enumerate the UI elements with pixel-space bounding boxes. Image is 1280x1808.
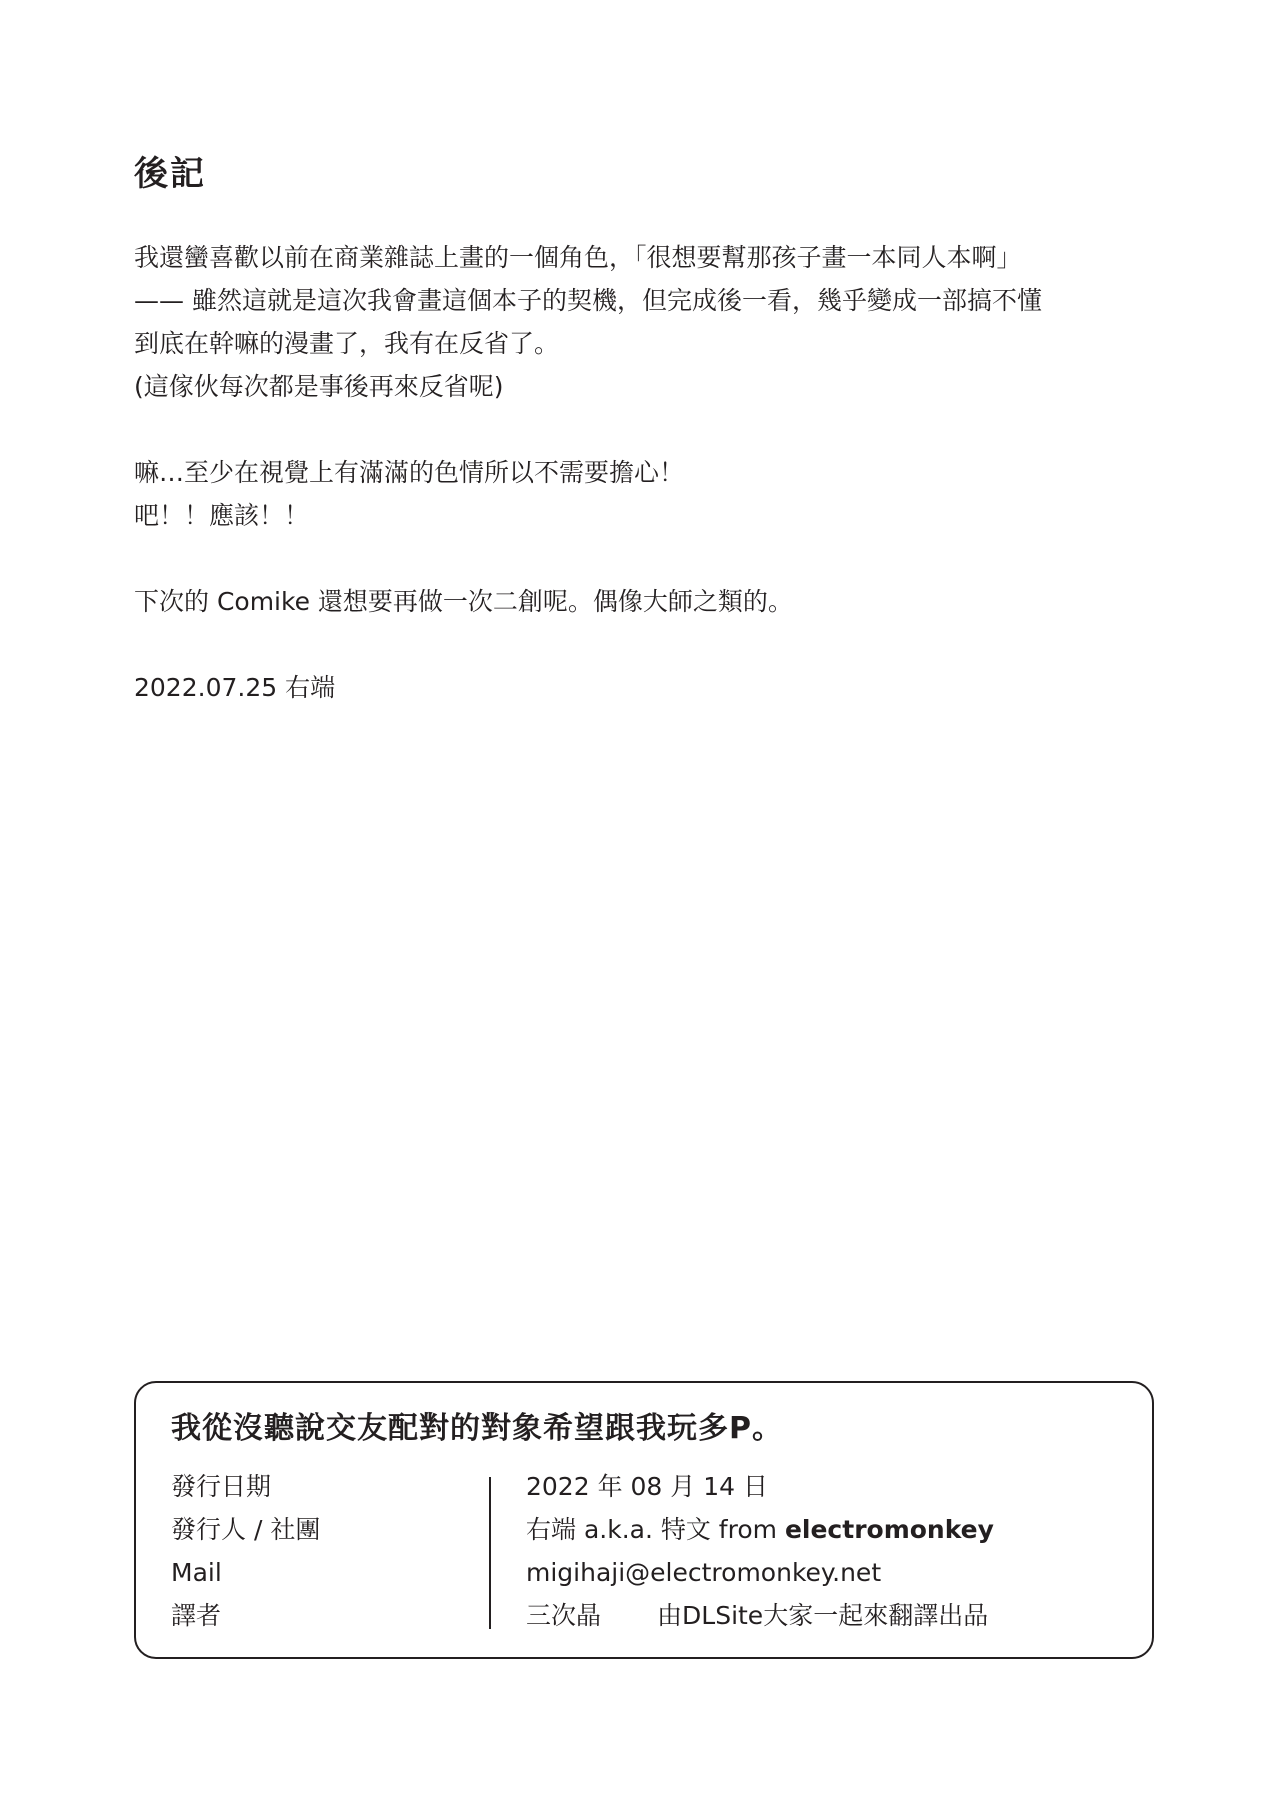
text-line: 下次的 Comike 還想要再做一次二創呢。偶像大師之類的。 (134, 587, 793, 616)
mail-value: migihaji@electromonkey.net (526, 1558, 882, 1587)
paragraph-gap (134, 537, 1134, 580)
paragraph-gap (134, 408, 1134, 451)
afterword-section (134, 152, 1134, 709)
publish-date-value: 2022 年 08 月 14 日 (526, 1472, 768, 1501)
translator-label: 譯者 (171, 1601, 222, 1630)
text-line: (這傢伙每次都是事後再來反省呢) (134, 372, 504, 401)
mail-label: Mail (171, 1558, 222, 1587)
text-line: 我還蠻喜歡以前在商業雜誌上畫的一個角色，「很想要幫那孩子畫一本同人本啊」 (134, 243, 1022, 272)
text-line: 吧！！應該！！ (134, 501, 310, 530)
publisher-label: 發行人 / 社團 (171, 1515, 321, 1544)
book-title: 我從沒聽說交友配對的對象希望跟我玩多P。 (171, 1411, 783, 1446)
date-signature: 2022.07.25 右端 (134, 673, 336, 702)
translator-name: 三次晶 (526, 1601, 602, 1630)
afterword-paragraph-2 (134, 451, 1134, 537)
circle-name: electromonkey (784, 1515, 994, 1544)
text-line: 嘛…至少在視覺上有滿滿的色情所以不需要擔心！ (134, 458, 685, 487)
text-line: 到底在幹嘛的漫畫了，我有在反省了。 (134, 329, 560, 358)
publish-date-label: 發行日期 (171, 1472, 272, 1501)
publisher-value (526, 1508, 994, 1551)
afterword-signature (134, 666, 1134, 709)
afterword-title: 後記 (134, 154, 206, 194)
afterword-paragraph-3 (134, 580, 1134, 623)
publisher-name: 右端 a.k.a. 特文 from (526, 1515, 785, 1544)
afterword-paragraph-1 (134, 236, 1134, 408)
colophon-box (134, 1381, 1154, 1659)
colophon-divider (489, 1477, 491, 1629)
translation-credit: 由DLSite大家一起來翻譯出品 (657, 1601, 989, 1630)
translator-value (526, 1594, 988, 1637)
paragraph-gap (134, 623, 1134, 666)
text-line: —— 雖然這就是這次我會畫這個本子的契機，但完成後一看，幾乎變成一部搞不懂 (134, 286, 1042, 315)
